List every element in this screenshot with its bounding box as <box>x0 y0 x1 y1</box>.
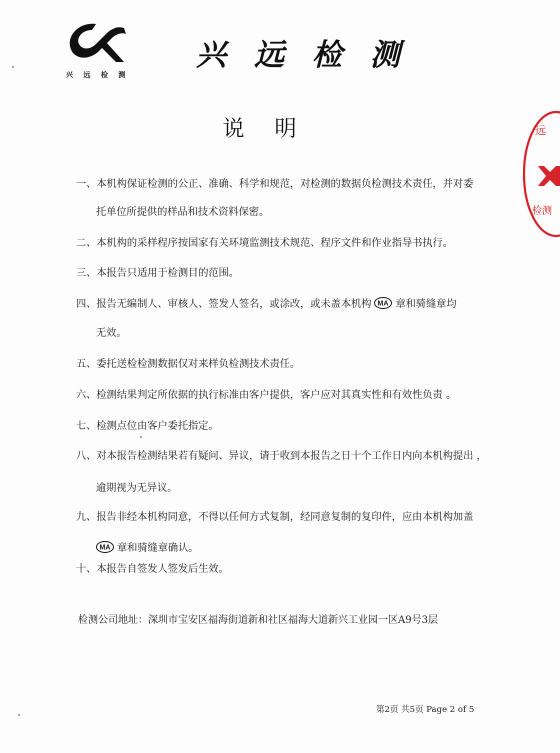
list-item-5: 五、委托送检检测数据仅对来样负检测技术责任。 <box>76 359 301 370</box>
company-logo-icon <box>66 18 128 68</box>
list-item-9-line-2 <box>96 541 199 556</box>
scan-speck <box>18 714 20 716</box>
scan-speck <box>12 66 14 68</box>
list-item-9-line-1: 九、报告非经本机构同意，不得以任何方式复制，经同意复制的复印件，应由本机构加盖 <box>76 512 474 523</box>
company-address: 检测公司地址：深圳市宝安区福海街道新和社区福海大道新兴工业园一区A9号3层 <box>78 615 438 626</box>
list-item-3: 三、本报告只适用于检测目的范围。 <box>76 268 239 279</box>
cma-mark-text: MA <box>377 300 389 308</box>
cma-mark-icon <box>374 297 392 309</box>
list-item-9-text-b: 章和骑缝章确认。 <box>117 543 199 554</box>
page-number: 第2页 共5页 Page 2 of 5 <box>376 705 475 715</box>
list-item-7: 七、检测点位由客户委托指定。 <box>76 421 219 432</box>
list-item-1-line-2: 托单位所提供的样品和技术资料保密。 <box>96 207 270 218</box>
company-name: 兴远检测 <box>196 38 428 73</box>
cma-mark-text: MA <box>99 544 111 552</box>
company-seal-icon <box>520 104 560 244</box>
logo-caption: 兴 远 检 测 <box>66 70 130 79</box>
list-item-10: 十、本报告自签发人签发后生效。 <box>76 564 229 575</box>
list-item-6: 六、检测结果判定所依据的执行标准由客户提供，客户应对其真实性和有效性负责 。 <box>76 390 457 401</box>
list-item-4-line-2: 无效。 <box>96 328 127 339</box>
list-item-4-text-b: 章和骑缝章均 <box>395 299 457 310</box>
list-item-1-line-1: 一、本机构保证检测的公正、准确、科学和规范，对检测的数据负检测技术责任，并对委 <box>76 179 474 190</box>
list-item-4-line-1 <box>76 297 457 312</box>
list-item-8-line-2: 逾期视为无异议。 <box>96 483 178 494</box>
seal-char-2: 检测 <box>532 206 552 217</box>
seal-char-1: 远 <box>535 124 546 137</box>
list-item-2: 二、本机构的采样程序按国家有关环境监测技术规范、程序文件和作业指导书执行。 <box>76 238 453 249</box>
list-item-8-line-1: 八、对本报告检测结果若有疑问、异议，请于收到本报告之日十个工作日内向本机构提出 ， <box>76 451 487 462</box>
page-title: 说明 <box>222 117 327 142</box>
cma-mark-icon <box>96 541 114 553</box>
scan-speck <box>140 436 142 438</box>
list-item-4-text-a: 四、报告无编制人、审核人、签发人签名，或涂改，或未盖本机构 <box>76 299 372 310</box>
